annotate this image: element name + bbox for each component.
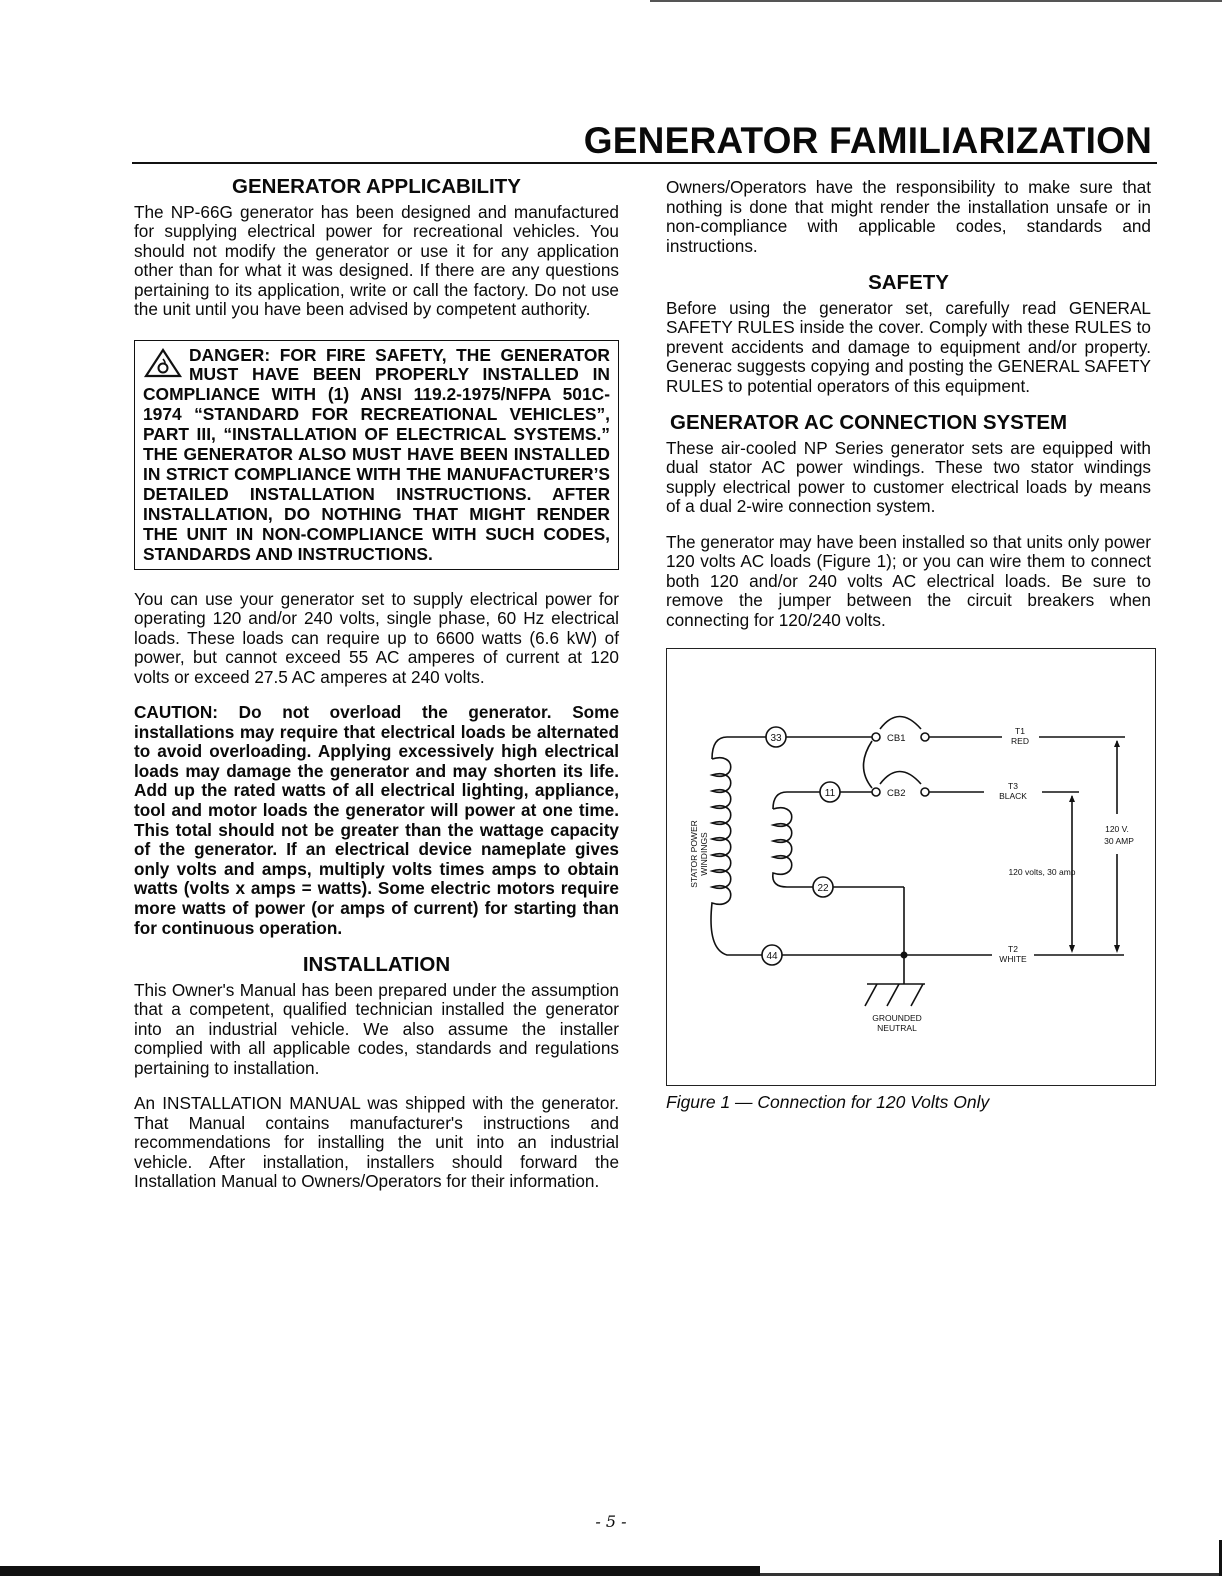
caution-paragraph: CAUTION: Do not overload the generator. Some installations may require that electrical loads be alternated to avoid overloading. Applying excessively high electrical loads may damage the generator and may shorten its life. Add up the rated watts of all electrical lighting, appliance, tool and motor loads the generator will power at one time. This total should not be greater than the wattage capacity of the generator. If an electrical device nameplate gives only volts and amps, multiply volts times amps to obtain watts (volts x amps = watts). Some electric motors require more watts of power (or amps of current) for starting than for continuous operation. bbox=[134, 702, 619, 938]
heading-ac-connection-system: GENERATOR AC CONNECTION SYSTEM bbox=[670, 411, 1068, 435]
t2-label: T2 bbox=[1008, 944, 1018, 955]
ground-hatch-1 bbox=[865, 984, 877, 1006]
arrowhead-outer-down bbox=[1114, 945, 1120, 953]
outer-stator-coil bbox=[711, 758, 763, 955]
cb1-switch-arc bbox=[880, 717, 921, 730]
heading-installation: INSTALLATION bbox=[302, 953, 451, 977]
t3-color-label: BLACK bbox=[999, 791, 1027, 802]
applicability-paragraph: The NP-66G generator has been designed and manufactured for supplying electrical power for recreational vehicles. You should not modify the generator or use it for any application other than for what it was designed. If there are any questions pertaining to its application, write or call the factory. Do not use the unit until you have been advised by competent authority. bbox=[134, 201, 619, 320]
lead-44-label: 44 bbox=[766, 951, 778, 963]
danger-notice-text: DANGER: FOR FIRE SAFETY, THE GENERATOR MUST HAVE BEEN PROPERLY INSTALLED IN COMPLIANCE WITH (1) ANSI 119.2-1975/NFPA 501C-1974 “STANDARD FOR RECREATIONAL VEHICLES”, PART III, “INSTALLATION OF ELECTRICAL SYSTEMS.” THE GENERATOR ALSO MUST HAVE BEEN INSTALLED IN STRICT COMPLIANCE WITH THE MANUFACTURER’S DETAILED INSTALLATION INSTRUCTIONS. AFTER INSTALLATION, DO NOTHING THAT MIGHT RENDER THE UNIT IN NON-COMPLIANCE WITH SUCH CODES, STANDARDS AND INSTRUCTIONS. bbox=[143, 344, 610, 564]
figure-caption: Figure 1 — Connection for 120 Volts Only bbox=[666, 1092, 990, 1113]
t3-label: T3 bbox=[1008, 781, 1018, 792]
cb1-terminal-out bbox=[921, 733, 929, 741]
installation-paragraph-1: This Owner's Manual has been prepared under the assumption that a competent, qualified technician installed the generator into an industrial vehicle. We also assume the installer complied with all applicable codes, standards and regulations pertaining to installation. bbox=[134, 979, 619, 1078]
outer-rating-label-2: 30 AMP bbox=[1104, 836, 1134, 847]
page-title: GENERATOR FAMILIARIZATION bbox=[583, 120, 1152, 161]
stator-windings-label-2: WINDINGS bbox=[699, 832, 709, 876]
t2-color-label: WHITE bbox=[999, 954, 1027, 965]
cb2-switch-arc bbox=[880, 772, 921, 785]
outer-winding-lead-top bbox=[712, 737, 767, 759]
page-number: - 5 - bbox=[595, 1512, 627, 1531]
installation-paragraph-2: An INSTALLATION MANUAL was shipped with the generator. That Manual contains manufacturer's instructions and recommendations for installing the unit into an industrial vehicle. After installation, installers should forward the Installation Manual to Owners/Operators for their information. bbox=[134, 1093, 619, 1192]
lead-33-label: 33 bbox=[770, 733, 782, 745]
ground-label-2: NEUTRAL bbox=[877, 1023, 917, 1034]
ac-connection-paragraph-2: The generator may have been installed so that units only power 120 volts AC loads (Figure 1); or you can wire them to connect both 120 and/or 240 volts AC electrical loads. Be sure to remove the jumper between the circuit breakers when connecting for 120/240 volts. bbox=[666, 531, 1151, 630]
owners-responsibility-paragraph: Owners/Operators have the responsibility to make sure that nothing is done that might render the installation unsafe or in non-compliance with applicable codes, standards and instructions. bbox=[666, 177, 1151, 256]
heading-generator-applicability: GENERATOR APPLICABILITY bbox=[232, 175, 521, 198]
left-column bbox=[134, 172, 619, 1208]
fire-hazard-warning-icon bbox=[143, 348, 183, 378]
wiring-diagram-figure bbox=[666, 648, 1156, 1086]
t1-color-label: RED bbox=[1011, 736, 1029, 747]
t1-label: T1 bbox=[1015, 726, 1025, 737]
wiring-diagram bbox=[667, 649, 1155, 1085]
arrowhead-outer-up bbox=[1114, 740, 1120, 747]
cb1-terminal-in bbox=[872, 733, 880, 741]
inner-stator-coil bbox=[773, 808, 815, 887]
arrowhead-inner-up bbox=[1069, 795, 1075, 802]
cb2-label: CB2 bbox=[887, 788, 906, 800]
ground-label-1: GROUNDED bbox=[872, 1013, 922, 1024]
outer-rating-label-1: 120 V. bbox=[1105, 824, 1129, 835]
ground-hatch-2 bbox=[887, 984, 899, 1006]
breaker-jumper bbox=[864, 741, 873, 788]
scan-edge-line bbox=[650, 0, 1222, 2]
heading-safety: SAFETY bbox=[868, 271, 949, 294]
right-column bbox=[666, 178, 1151, 1113]
stator-windings-label-1: STATOR POWER bbox=[689, 820, 699, 888]
inner-rating-label: 120 volts, 30 amp bbox=[1008, 867, 1076, 878]
lead-11-label: 11 bbox=[824, 788, 836, 800]
ground-hatch-3 bbox=[911, 984, 923, 1006]
lead-22-label: 22 bbox=[817, 883, 829, 895]
safety-paragraph: Before using the generator set, carefully read GENERAL SAFETY RULES inside the cover. Comply with these RULES to prevent accidents and damage to equipment and/or property. Generac suggests copying and posting the GENERAL SAFETY RULES to potential operators of this equipment. bbox=[666, 297, 1151, 396]
usage-paragraph: You can use your generator set to supply electrical power for operating 120 and/or 240 volts, single phase, 60 Hz electrical loads. These loads can require up to 6600 watts (6.6 kW) of power, but cannot exceed 55 AC amperes of current at 120 volts or exceed 27.5 AC amperes at 240 volts. bbox=[134, 588, 619, 687]
cb2-terminal-in bbox=[872, 788, 880, 796]
ac-connection-paragraph-1: These air-cooled NP Series generator sets are equipped with dual stator AC power windings. These two stator windings supply electrical power to customer electrical loads by means of a dual 2-wire connection system. bbox=[666, 437, 1151, 517]
cb2-terminal-out bbox=[921, 788, 929, 796]
title-divider bbox=[132, 162, 1157, 164]
neutral-junction-dot bbox=[901, 952, 908, 959]
danger-notice-box bbox=[134, 340, 619, 570]
scan-bottom-edge bbox=[0, 1566, 760, 1576]
arrowhead-inner-down bbox=[1069, 945, 1075, 953]
cb1-label: CB1 bbox=[887, 733, 906, 745]
inner-winding-lead-top bbox=[773, 792, 821, 809]
